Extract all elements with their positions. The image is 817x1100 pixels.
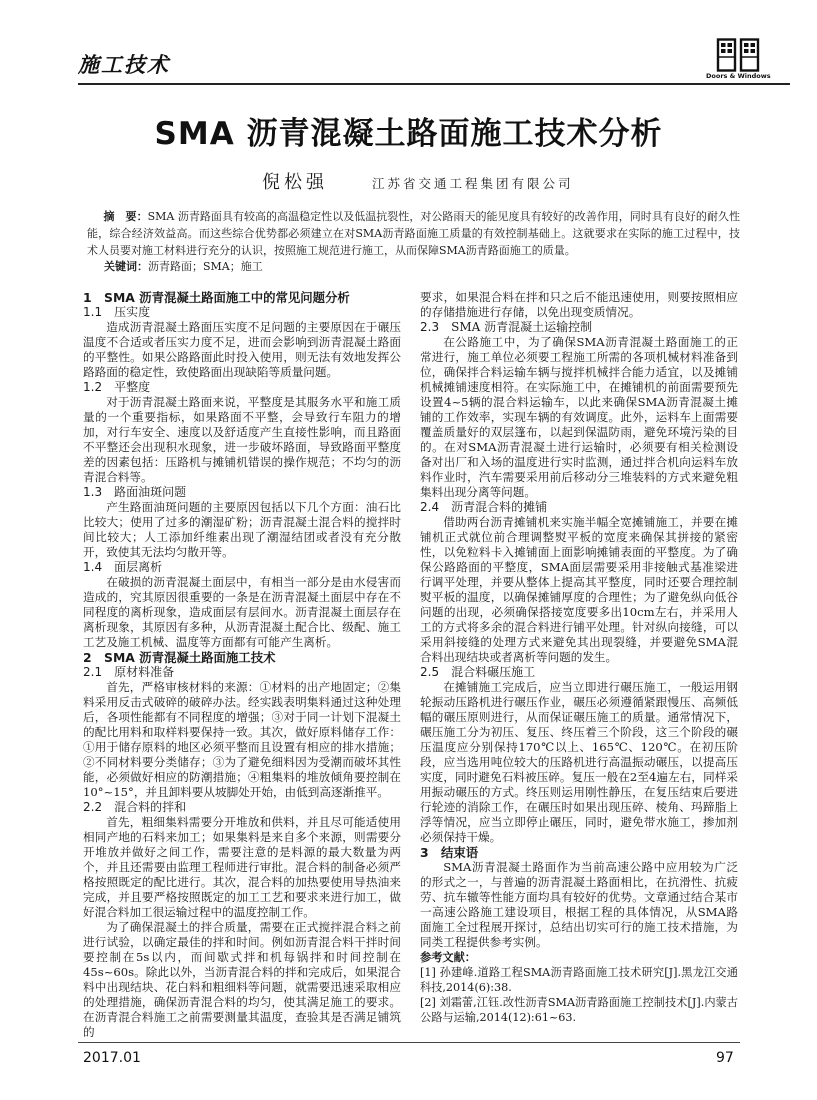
section-title: 结束语	[441, 845, 479, 860]
section-heading-1	[83, 290, 401, 305]
section-title: SMA 沥青混凝土路面施工技术	[104, 650, 276, 665]
left-column	[83, 290, 401, 1040]
subsection-number: 2.4	[420, 500, 440, 514]
paragraph-2-4: 借助两台沥青摊铺机来实施半幅全宽摊铺施工，并要在摊铺机正式就位前合理调整熨平板的宽度来确保其拼接的紧密性，以免粒料卡入摊铺面上面影响摊铺表面的平整度。为了确保公路路面的平整度，SMA面层需要采用非接触式基准梁进行调平处理，并要从整体上提高其平整度，同时还要合理控制熨平板的温度，以确保摊铺厚度的合理性；为了避免纵向低谷问题的出现，必须确保搭接宽度要多出10cm左右，并采用人工的方式将多余的混合料进行铺平处理。针对纵向接缝，可以采用斜接缝的处理方式来避免其出现裂缝，并要避免SMA混合料出现结块或者离析等问题的发生。	[420, 515, 738, 664]
paragraph-2-3: 在公路施工中，为了确保SMA沥青混凝土路面施工的正常进行，施工单位必须要工程施工所需的各项机械材料准备到位，确保拌合料运输车辆与搅拌机械拌合能力适宜，以及摊铺机械摊铺速度相符。在实际施工中，在摊铺机的前面需要预先设置4~5辆的混合料运输车，以此来确保SMA沥青混凝土摊铺的工作效率，实现车辆的有效调度。此外，运料车上面需要覆盖质量好的双层篷布，以起到保温防雨，避免环境污染的目的。在对SMA沥青混凝土进行运输时，必须要有相关检测设备对出厂和入场的温度进行实时监测，通过拌合机向运料车放料作业时，汽车需要采用前后移动分三堆装料的方式来避免粗集料出现分离等问题。	[420, 335, 738, 499]
right-column	[420, 290, 738, 1025]
references-label: 参考文献：	[420, 951, 476, 964]
paragraph-2-2-b: 为了确保混凝土的拌合质量，需要在正式搅拌混合料之前进行试验，以确定最佳的拌和时间。例如沥青混合料干拌时间要控制在5s以内，而间歇式拌和机每锅拌和时间控制在45s~60s。除此以外，当沥青混合料的拌和完成后，如果混合料中出现结块、花白料和粗细料等问题，就需要迅速采取相应的处理措施，确保沥青混合料的均匀，使其满足施工的要求。在沥青混合料施工之前需要测量其温度，查验其是否满足铺筑的	[83, 920, 401, 1039]
section-title: SMA 沥青混凝土路面施工中的常见问题分析	[104, 290, 350, 305]
article-title: SMA 沥青混凝土路面施工技术分析	[154, 116, 663, 152]
journal-logo	[706, 38, 770, 81]
keywords-label: 关键词：	[104, 260, 148, 273]
subsection-heading-1-2	[83, 380, 401, 395]
abstract	[87, 208, 740, 259]
paragraph-2-1: 首先，严格审核材料的来源：①材料的出产地固定；②集料采用反击式破碎的破碎办法。经实践表明集料通过这种处理后，各项性能都有不同程度的增强；③对于同一计划下混凝土的配比用料和取样料要保持一致。其次，做好原料储存工作：①用于储存原料的地区必须平整而且设置有相应的排水措施；②不同材料要分类储存；③为了避免细料因为受潮而破坏其性能，必须做好相应的防潮措施；④粗集料的堆放倾角要控制在10°~15°，并且卸料要从坡脚处开始，由低到高逐渐推平。	[83, 680, 401, 799]
subsection-heading-1-1	[83, 305, 401, 320]
subsection-title: 沥青混合料的摊铺	[451, 500, 548, 514]
paragraph-3: SMA沥青混凝土路面作为当前高速公路中应用较为广泛的形式之一，与普遍的沥青混凝土路面相比，在抗滑性、抗疲劳、抗车辙等性能方面均具有较好的优势。文章通过结合某市一高速公路施工建设项目，根据工程的具体情况，从SMA路面施工全过程展开探讨，总结出切实可行的施工技术措施，为同类工程提供参考实例。	[420, 860, 738, 949]
subsection-title: 混合料碾压施工	[451, 665, 536, 679]
paragraph-2-2-a: 首先，粗细集料需要分开堆放和供料，并且尽可能适使用相同产地的石料来加工；如果集料是来自多个来源，则需要分开堆放并做好之间工作，需要注意的是料源的最大数量为两个，并且还需要由监理工程师进行审批。混合料的制备必须严格按照既定的配比进行。其次，混合料的加热要使用导热油来完成，并且要严格按照既定的加工工艺和要求来进行加工，做好混合料加工很运输过程中的温度控制工作。	[83, 815, 401, 919]
subsection-title: 路面油斑问题	[114, 485, 187, 499]
subsection-number: 1.1	[83, 305, 103, 319]
subsection-heading-1-4	[83, 560, 401, 575]
paragraph-2-2-b-continued: 要求，如果混合料在拌和只之后不能迅速使用，则要按照相应的存储措施进行存储，以免出现变质情况。	[420, 290, 738, 319]
subsection-heading-2-5	[420, 665, 738, 680]
keywords-text: 沥青路面；SMA；施工	[148, 260, 263, 273]
logo-caption: Doors & Windows	[706, 72, 771, 80]
paragraph-1-3: 产生路面油斑问题的主要原因包括以下几个方面：油石比比较大；使用了过多的潮湿矿粉；沥青混凝土混合料的搅拌时间比较大；人工添加纤维素出现了潮湿结团或者没有充分散开，致使其无法均匀散开等。	[83, 500, 401, 559]
subsection-number: 2.1	[83, 665, 103, 679]
footer-rule	[78, 1042, 740, 1043]
subsection-title: 面层离析	[114, 560, 163, 574]
abstract-label: 摘 要：	[103, 210, 148, 223]
page-number: 97	[716, 1050, 734, 1066]
subsection-heading-2-4	[420, 500, 738, 515]
running-head-section: 施工技术	[78, 53, 170, 77]
section-number: 2	[83, 650, 92, 665]
subsection-title: 原材料准备	[114, 665, 175, 679]
subsection-number: 1.2	[83, 380, 103, 394]
subsection-heading-2-2	[83, 800, 401, 815]
subsection-title: 混合料的拌和	[114, 800, 187, 814]
paragraph-2-5: 在摊铺施工完成后，应当立即进行碾压施工，一般运用钢轮振动压路机进行碾压作业，碾压必须遵循紧跟慢压、高频低幅的碾压原则进行，从而保证碾压施工的质量。通常情况下，碾压施工分为初压、复压、终压着三个阶段，这三个阶段的碾压温度应分别保持170℃以上、165℃、120℃。在初压阶段，应当选用吨位较大的压路机进行高温振动碾压，以提高压实度，同时避免石料被压碎。复压一般在2至4遍左右，同样采用振动碾压的方式。终压则运用刚性静压，在复压结束后要进行轮迹的消除工作，在碾压时如果出现压碎、棱角、玛蹄脂上浮等情况，应当立即停止碾压，同时，避免带水施工，掺加剂必须保持干燥。	[420, 680, 738, 844]
subsection-heading-1-3	[83, 485, 401, 500]
subsection-title: 压实度	[114, 305, 151, 319]
author-name: 倪松强	[262, 172, 328, 193]
reference-item-2: [2] 刘霜蕾,江钰.改性沥青SMA沥青路面施工控制技术[J].内蒙古公路与运输,2014(12):61~63.	[420, 996, 738, 1024]
subsection-number: 2.5	[420, 665, 440, 679]
abstract-text: SMA 沥青路面具有较高的高温稳定性以及低温抗裂性，对公路雨天的能见度具有较好的改善作用，同时具有良好的耐久性能，综合经济效益高。而这些综合优势都必须建立在对SMA沥青路面施工质量的有效控制基础上。这就要求在实际的施工过程中，技术人员要对施工材料进行充分的认识，按照施工规范进行施工，从而保障SMA沥青路面施工的质量。	[87, 210, 740, 257]
author-affiliation: 江苏省交通工程集团有限公司	[372, 176, 574, 191]
subsection-title: 平整度	[114, 380, 151, 394]
subsection-heading-2-1	[83, 665, 401, 680]
section-number: 1	[83, 290, 92, 305]
subsection-number: 2.3	[420, 320, 440, 334]
doors-windows-logo-icon	[716, 38, 760, 72]
issue-date: 2017.01	[83, 1050, 141, 1066]
section-heading-2	[83, 650, 401, 665]
keywords	[104, 258, 263, 275]
header-rule	[78, 83, 790, 85]
subsection-number: 1.4	[83, 560, 103, 574]
reference-item-1: [1] 孙建峰.道路工程SMA沥青路面施工技术研究[J].黑龙江交通科技,2014(6):38.	[420, 966, 738, 994]
subsection-heading-2-3	[420, 320, 738, 335]
subsection-number: 1.3	[83, 485, 103, 499]
section-heading-3	[420, 845, 738, 860]
paragraph-1-1: 造成沥青混凝土路面压实度不足问题的主要原因在于碾压温度不合适或者压实力度不足，进而会影响到沥青混凝土路面的平整性。如果公路路面此时投入使用，则无法有效地发挥公路路面的稳定性，致使路面出现缺陷等质量问题。	[83, 320, 401, 379]
section-number: 3	[420, 845, 429, 860]
paragraph-1-2: 对于沥青混凝土路面来说，平整度是其服务水平和施工质量的一个重要指标，如果路面不平整，会导致行车阻力的增加，对行车安全、速度以及舒适度产生直接性影响，而且路面不平整还会出现积水现象，进一步破坏路面，导致路面平整度差的因素包括：压路机与摊铺机错误的操作规范；不均匀的沥青混合料等。	[83, 395, 401, 484]
paragraph-1-4: 在破损的沥青混凝土面层中，有相当一部分是由水侵害而造成的，究其原因很重要的一条是在沥青混凝土面层中存在不同程度的离析现象，造成面层有层间水。沥青混凝土面层存在离析现象，其原因有多种，从沥青混凝土配合比、级配、施工工艺及施工机械、温度等方面都有可能产生离析。	[83, 575, 401, 649]
subsection-number: 2.2	[83, 800, 103, 814]
subsection-title: SMA 沥青混凝土运输控制	[451, 320, 593, 334]
